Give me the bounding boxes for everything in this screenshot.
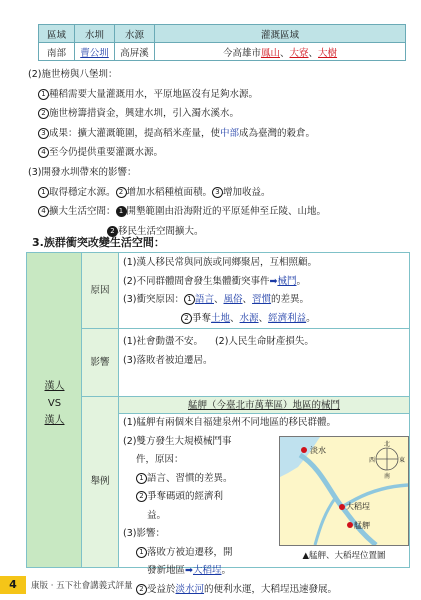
cause-lang: 語言 <box>194 294 214 305</box>
item-text: 移民生活空間擴大。 <box>118 225 204 237</box>
effect-label-cell <box>82 329 119 397</box>
th-canal: 水圳 <box>75 25 115 43</box>
cause-3-2 <box>119 310 409 329</box>
page-number: 4 <box>0 576 26 594</box>
example-label-cell <box>82 397 119 567</box>
ex-3-2-end: 的便利水運，大稻埕迅速發展。 <box>204 583 338 595</box>
circle-number: 3 <box>212 187 223 198</box>
sep: 、 <box>213 294 224 305</box>
table-header-row <box>39 25 406 43</box>
monga-label: 艋舺 <box>354 521 370 530</box>
effect-label: 影響 <box>90 357 110 368</box>
circle-number: 4 <box>38 147 49 158</box>
dadaocheng-dot <box>339 504 345 510</box>
item-text: 成果：擴大灌溉範圍，提高稻米產量，使 <box>49 127 221 139</box>
circle-number: 2 <box>136 491 147 502</box>
sep: 、 <box>230 312 240 324</box>
area-3: 大樹 <box>318 47 338 59</box>
ex-2-2-b: 益。 <box>147 509 167 521</box>
left-label-2: VS <box>47 398 62 409</box>
ex-2-2-text: 爭奪碼頭的經濟利 <box>147 491 224 502</box>
cause-custom: 風俗 <box>223 294 243 305</box>
notes-list <box>24 65 414 241</box>
left-label-1: 漢人 <box>44 381 65 392</box>
area-1: 鳳山 <box>260 47 280 59</box>
cause-2 <box>119 273 409 292</box>
arrow-icon: ➡ <box>269 275 278 287</box>
item-s3-1-3 <box>24 183 414 203</box>
arrow-icon: ➡ <box>185 565 193 576</box>
compass-west: 西 <box>369 457 376 464</box>
ex-3-1-text: 落敗方被迫遷移，開 <box>147 546 233 558</box>
left-label <box>27 378 82 429</box>
cell-region: 南部 <box>39 43 75 61</box>
item-s2-4 <box>24 143 414 163</box>
circle-number: 2 <box>38 108 49 119</box>
th-source: 水源 <box>115 25 155 43</box>
effect-3: (3)落敗者被迫遷居。 <box>123 354 213 366</box>
cell-canal: 曹公圳 <box>75 43 115 61</box>
sep: 、 <box>242 294 253 305</box>
table-row <box>39 43 406 61</box>
th-region: 區域 <box>39 25 75 43</box>
circle-number: 2 <box>116 187 127 198</box>
circle-number: 4 <box>38 206 49 217</box>
heading-s3: (3)開發水圳帶來的影響： <box>28 166 137 178</box>
compass-north: 北 <box>384 441 391 448</box>
item-highlight: 中部 <box>220 127 240 139</box>
section-title: 3.族群衝突改變生活空間： <box>32 236 165 249</box>
circle-number: 2 <box>136 584 147 595</box>
location-map <box>279 436 409 546</box>
item-s2-3 <box>24 124 414 144</box>
item-text: 種稻需要大量灌溉用水，平原地區沒有足夠水源。 <box>49 88 259 100</box>
circle-number: 3 <box>38 128 49 139</box>
effect-row <box>119 329 409 397</box>
cause-3-end: 的差異。 <box>271 294 310 305</box>
ex-2-a: (2)雙方發生大規模械鬥事 <box>123 435 232 447</box>
item-text: 增加收益。 <box>223 186 271 198</box>
cause-label: 原因 <box>90 285 110 296</box>
left-label-3: 漢人 <box>44 415 65 426</box>
tamsui-dot <box>301 447 307 453</box>
example-header-text: 艋舺（今臺北市萬華區）地區的械鬥 <box>187 400 340 411</box>
cause-2-text: (2)不同群體間會發生集體衝突事件 <box>123 275 270 287</box>
cause-water: 水源 <box>239 312 259 324</box>
heading-s2: (2)施世榜與八堡圳： <box>28 69 118 80</box>
circle-number: 2 <box>181 313 192 324</box>
item-s2-2 <box>24 104 414 124</box>
cause-land: 土地 <box>211 312 231 324</box>
map-caption: ▲艋舺、大稻埕位置圖 <box>302 551 386 561</box>
item-text: 擴大生活空間： <box>49 206 116 218</box>
dadaocheng-label: 大稻埕 <box>346 502 370 511</box>
cause-habit: 習慣 <box>252 294 272 305</box>
area-sep-1: 、 <box>279 47 290 59</box>
item-text: 至今仍提供重要灌溉水源。 <box>49 147 164 159</box>
item-text: 增加水稻種植面積。 <box>126 186 213 198</box>
circle-number: 1 <box>38 89 49 100</box>
cause-3 <box>119 291 409 310</box>
cause-3-2-text: 爭奪 <box>192 312 212 324</box>
ex-3: (3)影響： <box>123 528 165 539</box>
effect-1: (1)社會動盪不安。 <box>123 336 203 347</box>
item-text: 開墾範圍由沿海附近的平原延伸至丘陵、山地。 <box>126 206 327 218</box>
cause-3-text: (3)衝突原因： <box>123 294 184 305</box>
circle-number: 1 <box>184 294 195 305</box>
footer <box>0 576 421 600</box>
ex-2-1-text: 語言、習慣的差異。 <box>147 472 233 484</box>
area-2: 大寮 <box>289 47 309 59</box>
ex-2-b: 件，原因： <box>136 454 184 465</box>
compass-east: 東 <box>399 457 406 464</box>
item-s2-1 <box>24 85 414 105</box>
ex-1: (1)艋舺有兩個來自福建泉州不同地區的移民群體。 <box>123 417 336 428</box>
footer-text: 康版 · 五下社會講義式評量 <box>31 581 133 591</box>
left-column <box>27 253 82 567</box>
filled-number: 2 <box>107 226 118 237</box>
effect-2: (2)人民生命財產損失。 <box>214 336 314 347</box>
dadaocheng-highlight: 大稻埕 <box>192 565 222 576</box>
cause-2-end: 。 <box>296 275 306 287</box>
effect-1-2 <box>119 333 409 352</box>
sep: 、 <box>258 312 269 324</box>
cause-row <box>119 253 409 329</box>
circle-number: 1 <box>136 473 147 484</box>
area-prefix: 今高雄市 <box>222 47 261 59</box>
cause-label-cell <box>82 253 119 329</box>
cause-2-highlight: 械鬥 <box>277 275 297 287</box>
ex-3-1-b-text: 發新地區 <box>147 565 186 576</box>
cell-area <box>155 43 406 61</box>
cell-source: 高屏溪 <box>115 43 155 61</box>
item-text: 成為臺灣的穀倉。 <box>239 127 316 139</box>
example-label: 舉例 <box>90 476 110 487</box>
area-sep-2: 、 <box>308 47 319 59</box>
circle-number: 1 <box>38 187 49 198</box>
tamsui-river-highlight: 淡水河 <box>175 583 205 595</box>
item-s3-4 <box>24 202 414 222</box>
cause-1: (1)漢人移民常與同族或同鄉聚居，互相照顧。 <box>123 257 317 268</box>
circle-number: 1 <box>136 547 147 558</box>
example-header <box>119 397 409 414</box>
filled-number: 1 <box>116 206 127 217</box>
monga-dot <box>347 522 353 528</box>
tamsui-label: 淡水 <box>310 446 326 455</box>
map-svg <box>280 437 408 545</box>
compass-south: 南 <box>384 473 391 480</box>
ex-3-2-text: 受益於 <box>147 583 176 595</box>
item-text: 施世榜籌措資金，興建水圳，引入濁水溪水。 <box>49 108 240 120</box>
cause-3-2-end: 。 <box>306 312 316 324</box>
item-text: 取得穩定水源。 <box>49 186 116 198</box>
irrigation-table <box>38 24 406 61</box>
th-area: 灌溉區域 <box>155 25 406 43</box>
cause-econ: 經濟利益 <box>268 312 307 324</box>
ex-3-1-b-end: 。 <box>221 565 232 576</box>
